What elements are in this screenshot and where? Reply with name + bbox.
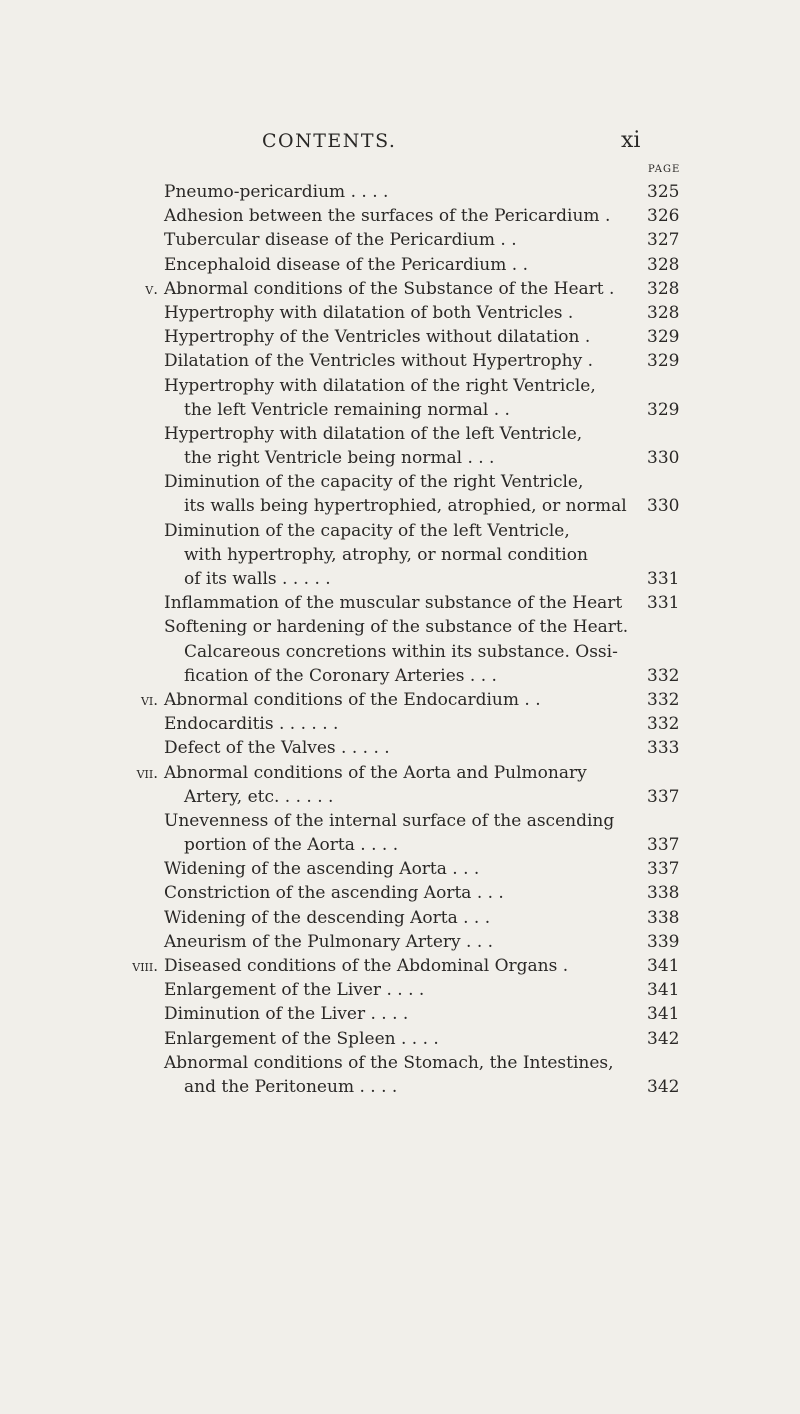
- table-of-contents: [0, 180, 800, 1099]
- page-ref: 338: [647, 883, 680, 904]
- entry-title: of its walls . . . . .: [184, 569, 331, 589]
- toc-line: [0, 470, 800, 494]
- page-ref: 329: [647, 399, 680, 420]
- toc-entry: [0, 761, 800, 809]
- entry-title: Aneurism of the Pulmonary Artery . . .: [164, 931, 494, 952]
- toc-line: [0, 446, 800, 470]
- toc-line: [0, 301, 800, 325]
- toc-line: [0, 978, 800, 1002]
- running-title: CONTENTS.: [262, 130, 397, 152]
- entry-title: Softening or hardening of the substance of the Heart.: [164, 617, 629, 638]
- toc-line: [0, 1002, 800, 1026]
- toc-line: [0, 591, 800, 615]
- toc-entry: [0, 349, 800, 373]
- toc-line: [0, 543, 800, 567]
- toc-entry: [0, 978, 800, 1002]
- entry-title: with hypertrophy, atrophy, or normal condition: [184, 544, 588, 565]
- toc-entry: [0, 374, 800, 422]
- page-ref: 328: [647, 254, 680, 275]
- entry-title: fication of the Coronary Arteries . . .: [184, 665, 497, 686]
- toc-line: [0, 567, 800, 591]
- toc-entry: [0, 906, 800, 930]
- page-ref: 333: [647, 738, 680, 759]
- toc-entry: [0, 277, 800, 301]
- toc-entry: [0, 1051, 800, 1099]
- entry-title: portion of the Aorta . . . .: [184, 835, 399, 856]
- toc-line: [0, 881, 800, 905]
- entry-title: Hypertrophy with dilatation of the left Ventricle,: [164, 423, 583, 444]
- section-numeral: viii.: [132, 957, 158, 975]
- page-ref: 337: [647, 835, 680, 856]
- toc-entry: [0, 591, 800, 615]
- entry-title: Hypertrophy of the Ventricles without dilatation .: [164, 327, 591, 348]
- entry-title: Abnormal conditions of the Substance of the Heart .: [164, 278, 615, 299]
- toc-line: [0, 809, 800, 833]
- toc-line: [0, 688, 800, 712]
- page-ref: 330: [647, 496, 680, 517]
- page-ref: 341: [647, 956, 680, 976]
- toc-line: [0, 398, 800, 422]
- page-ref: 326: [647, 206, 680, 227]
- toc-line: [0, 325, 800, 349]
- entry-title: Constriction of the ascending Aorta . . .: [164, 883, 504, 904]
- entry-title: Widening of the ascending Aorta . . .: [164, 859, 480, 880]
- page-ref: 339: [647, 931, 680, 952]
- entry-title: Inflammation of the muscular substance of the Heart: [164, 593, 623, 614]
- toc-line: [0, 349, 800, 373]
- page-header: [0, 116, 800, 156]
- toc-line: [0, 228, 800, 252]
- toc-entry: [0, 930, 800, 954]
- entry-title: its walls being hypertrophied, atrophied, or normal: [184, 496, 627, 517]
- toc-entry: [0, 809, 800, 857]
- toc-line: [0, 761, 800, 785]
- toc-line: [0, 664, 800, 688]
- toc-entry: [0, 253, 800, 277]
- entry-title: Artery, etc. . . . . .: [184, 786, 334, 807]
- page-ref: 329: [647, 327, 680, 348]
- entry-title: Defect of the Valves . . . . .: [164, 738, 390, 759]
- entry-title: Encephaloid disease of the Pericardium . .: [164, 254, 528, 275]
- page-ref: 325: [647, 182, 680, 202]
- toc-entry: [0, 180, 800, 204]
- page-ref: 337: [647, 859, 680, 880]
- section-numeral: vii.: [136, 763, 158, 782]
- page-ref: 332: [647, 665, 680, 686]
- page-number: xi: [621, 128, 641, 153]
- toc-entry: [0, 1027, 800, 1051]
- toc-entry: [0, 736, 800, 760]
- page-ref: 338: [647, 907, 680, 928]
- toc-line: [0, 615, 800, 639]
- page-ref: 331: [647, 569, 680, 589]
- toc-entry: [0, 422, 800, 470]
- toc-line: [0, 277, 800, 301]
- entry-title: Adhesion between the surfaces of the Pericardium .: [164, 206, 611, 227]
- toc-line: [0, 857, 800, 881]
- toc-entry: [0, 954, 800, 978]
- toc-line: [0, 374, 800, 398]
- toc-line: [0, 954, 800, 978]
- entry-title: Diseased conditions of the Abdominal Organs .: [164, 956, 569, 976]
- toc-entry: [0, 688, 800, 712]
- page-ref: 332: [647, 689, 680, 710]
- entry-title: Endocarditis . . . . . .: [164, 714, 339, 735]
- toc-line: [0, 930, 800, 954]
- toc-line: [0, 1075, 800, 1099]
- toc-line: [0, 422, 800, 446]
- toc-line: [0, 519, 800, 543]
- entry-title: the right Ventricle being normal . . .: [184, 448, 495, 469]
- entry-title: Hypertrophy with dilatation of both Ventricles .: [164, 302, 574, 323]
- section-numeral: vi.: [140, 690, 158, 709]
- entry-title: Hypertrophy with dilatation of the right Ventricle,: [164, 375, 596, 396]
- toc-line: [0, 253, 800, 277]
- page-ref: 328: [647, 278, 680, 299]
- entry-title: Dilatation of the Ventricles without Hypertrophy .: [164, 351, 594, 372]
- page-ref: 328: [647, 302, 680, 323]
- page-ref: 341: [647, 1004, 680, 1025]
- entry-title: Tubercular disease of the Pericardium . .: [164, 230, 517, 251]
- toc-line: [0, 204, 800, 228]
- entry-title: and the Peritoneum . . . .: [184, 1076, 398, 1097]
- entry-title: Diminution of the Liver . . . .: [164, 1004, 409, 1025]
- toc-entry: [0, 325, 800, 349]
- entry-title: Enlargement of the Spleen . . . .: [164, 1028, 439, 1049]
- toc-line: [0, 1027, 800, 1051]
- entry-title: Abnormal conditions of the Endocardium . .: [164, 689, 541, 710]
- entry-title: the left Ventricle remaining normal . .: [184, 399, 510, 420]
- toc-entry: [0, 615, 800, 688]
- page-ref: 331: [647, 593, 680, 614]
- entry-title: Abnormal conditions of the Stomach, the Intestines,: [164, 1052, 614, 1073]
- page-ref: 342: [647, 1028, 680, 1049]
- entry-title: Pneumo-pericardium . . . .: [164, 182, 389, 202]
- page-ref: 332: [647, 714, 680, 735]
- toc-entry: [0, 857, 800, 881]
- toc-entry: [0, 881, 800, 905]
- toc-line: [0, 1051, 800, 1075]
- toc-line: [0, 640, 800, 664]
- toc-line: [0, 712, 800, 736]
- toc-entry: [0, 301, 800, 325]
- page-ref: 337: [647, 786, 680, 807]
- entry-title: Abnormal conditions of the Aorta and Pulmonary: [164, 762, 587, 783]
- entry-title: Diminution of the capacity of the right Ventricle,: [164, 472, 584, 493]
- toc-entry: [0, 519, 800, 592]
- section-numeral: v.: [145, 279, 158, 298]
- toc-line: [0, 906, 800, 930]
- page-ref: 327: [647, 230, 680, 251]
- toc-line: [0, 494, 800, 518]
- entry-title: Diminution of the capacity of the left Ventricle,: [164, 520, 570, 541]
- entry-title: Enlargement of the Liver . . . .: [164, 980, 425, 1001]
- page-ref: 341: [647, 980, 680, 1001]
- entry-title: Calcareous concretions within its substance. Ossi-: [184, 641, 618, 662]
- toc-entry: [0, 1002, 800, 1026]
- toc-line: [0, 833, 800, 857]
- toc-entry: [0, 470, 800, 518]
- page-column-label: PAGE: [648, 164, 681, 175]
- page-ref: 329: [647, 351, 680, 372]
- entry-title: Unevenness of the internal surface of the ascending: [164, 810, 615, 831]
- toc-entry: [0, 228, 800, 252]
- entry-title: Widening of the descending Aorta . . .: [164, 907, 491, 928]
- toc-line: [0, 736, 800, 760]
- toc-line: [0, 785, 800, 809]
- toc-entry: [0, 712, 800, 736]
- toc-line: [0, 180, 800, 204]
- page-ref: 330: [647, 448, 680, 469]
- toc-entry: [0, 204, 800, 228]
- page-ref: 342: [647, 1076, 680, 1097]
